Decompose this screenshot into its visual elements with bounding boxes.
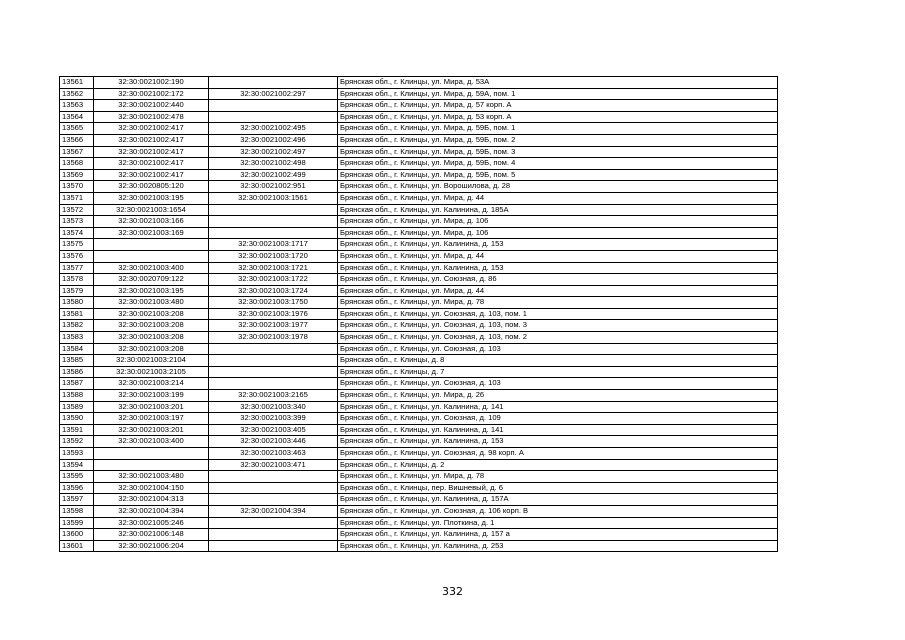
address-cell: Брянская обл., г. Клинцы, ул. Мира, д. 106 xyxy=(338,227,778,239)
related-cadastral-number-cell: 32:30:0021003:463 xyxy=(209,448,338,460)
related-cadastral-number-cell xyxy=(209,529,338,541)
table-row xyxy=(60,459,778,471)
table-row xyxy=(60,482,778,494)
address-cell: Брянская обл., г. Клинцы, ул. Калинина, д. 141 xyxy=(338,424,778,436)
row-number-cell: 13581 xyxy=(60,308,94,320)
table-row xyxy=(60,274,778,286)
related-cadastral-number-cell xyxy=(209,378,338,390)
table-row xyxy=(60,204,778,216)
cadastral-number-cell: 32:30:0021003:201 xyxy=(94,401,209,413)
cadastral-number-cell: 32:30:0021002:417 xyxy=(94,134,209,146)
related-cadastral-number-cell xyxy=(209,517,338,529)
related-cadastral-number-cell: 32:30:0021003:1720 xyxy=(209,250,338,262)
row-number-cell: 13566 xyxy=(60,134,94,146)
cadastral-number-cell: 32:30:0021005:246 xyxy=(94,517,209,529)
row-number-cell: 13580 xyxy=(60,297,94,309)
row-number-cell: 13567 xyxy=(60,146,94,158)
row-number-cell: 13584 xyxy=(60,343,94,355)
table-row xyxy=(60,239,778,251)
address-cell: Брянская обл., г. Клинцы, ул. Калинина, д. 157А xyxy=(338,494,778,506)
cadastral-number-cell: 32:30:0021003:208 xyxy=(94,343,209,355)
row-number-cell: 13590 xyxy=(60,413,94,425)
related-cadastral-number-cell: 32:30:0021003:1978 xyxy=(209,332,338,344)
address-cell: Брянская обл., г. Клинцы, д. 2 xyxy=(338,459,778,471)
table-row xyxy=(60,111,778,123)
row-number-cell: 13594 xyxy=(60,459,94,471)
table-row xyxy=(60,297,778,309)
related-cadastral-number-cell xyxy=(209,494,338,506)
cadastral-number-cell: 32:30:0020709:122 xyxy=(94,274,209,286)
cadastral-number-cell: 32:30:0021002:172 xyxy=(94,88,209,100)
row-number-cell: 13595 xyxy=(60,471,94,483)
table-row xyxy=(60,529,778,541)
table-row xyxy=(60,448,778,460)
cadastral-number-cell: 32:30:0021003:214 xyxy=(94,378,209,390)
row-number-cell: 13599 xyxy=(60,517,94,529)
table-row xyxy=(60,424,778,436)
table-row xyxy=(60,227,778,239)
cadastral-number-cell xyxy=(94,459,209,471)
row-number-cell: 13576 xyxy=(60,250,94,262)
related-cadastral-number-cell: 32:30:0021002:297 xyxy=(209,88,338,100)
cadastral-number-cell: 32:30:0021003:195 xyxy=(94,192,209,204)
address-cell: Брянская обл., г. Клинцы, ул. Калинина, д. 157 а xyxy=(338,529,778,541)
table-row xyxy=(60,343,778,355)
address-cell: Брянская обл., г. Клинцы, ул. Мира, д. 53А xyxy=(338,77,778,89)
row-number-cell: 13587 xyxy=(60,378,94,390)
table-row xyxy=(60,413,778,425)
address-cell: Брянская обл., г. Клинцы, ул. Мира, д. 59Б, пом. 5 xyxy=(338,169,778,181)
row-number-cell: 13591 xyxy=(60,424,94,436)
table-row xyxy=(60,401,778,413)
table-row xyxy=(60,134,778,146)
table-row xyxy=(60,540,778,552)
cadastral-number-cell: 32:30:0021004:150 xyxy=(94,482,209,494)
cadastral-number-cell: 32:30:0021003:166 xyxy=(94,216,209,228)
row-number-cell: 13570 xyxy=(60,181,94,193)
row-number-cell: 13569 xyxy=(60,169,94,181)
related-cadastral-number-cell: 32:30:0021002:497 xyxy=(209,146,338,158)
row-number-cell: 13582 xyxy=(60,320,94,332)
row-number-cell: 13575 xyxy=(60,239,94,251)
cadastral-number-cell: 32:30:0021003:199 xyxy=(94,390,209,402)
address-cell: Брянская обл., г. Клинцы, пер. Вишневый, д. 6 xyxy=(338,482,778,494)
address-cell: Брянская обл., г. Клинцы, ул. Союзная, д. 98 корп. А xyxy=(338,448,778,460)
related-cadastral-number-cell: 32:30:0021002:495 xyxy=(209,123,338,135)
table-row xyxy=(60,169,778,181)
registry-table-body xyxy=(60,77,778,552)
table-row xyxy=(60,505,778,517)
address-cell: Брянская обл., г. Клинцы, ул. Калинина, д. 153 xyxy=(338,262,778,274)
related-cadastral-number-cell: 32:30:0021003:1724 xyxy=(209,285,338,297)
row-number-cell: 13573 xyxy=(60,216,94,228)
cadastral-number-cell: 32:30:0021003:208 xyxy=(94,332,209,344)
row-number-cell: 13578 xyxy=(60,274,94,286)
table-row xyxy=(60,308,778,320)
address-cell: Брянская обл., г. Клинцы, ул. Калинина, д. 185А xyxy=(338,204,778,216)
address-cell: Брянская обл., г. Клинцы, ул. Мира, д. 44 xyxy=(338,250,778,262)
related-cadastral-number-cell xyxy=(209,343,338,355)
row-number-cell: 13592 xyxy=(60,436,94,448)
row-number-cell: 13571 xyxy=(60,192,94,204)
related-cadastral-number-cell: 32:30:0021003:1977 xyxy=(209,320,338,332)
row-number-cell: 13589 xyxy=(60,401,94,413)
address-cell: Брянская обл., г. Клинцы, ул. Союзная, д. 103, пом. 3 xyxy=(338,320,778,332)
table-row xyxy=(60,100,778,112)
address-cell: Брянская обл., г. Клинцы, ул. Союзная, д. 103, пом. 1 xyxy=(338,308,778,320)
cadastral-number-cell: 32:30:0021003:208 xyxy=(94,308,209,320)
row-number-cell: 13598 xyxy=(60,505,94,517)
cadastral-number-cell: 32:30:0021003:480 xyxy=(94,297,209,309)
row-number-cell: 13561 xyxy=(60,77,94,89)
address-cell: Брянская обл., г. Клинцы, ул. Калинина, д. 141 xyxy=(338,401,778,413)
address-cell: Брянская обл., г. Клинцы, ул. Союзная, д. 103 xyxy=(338,378,778,390)
related-cadastral-number-cell: 32:30:0021002:951 xyxy=(209,181,338,193)
table-row xyxy=(60,146,778,158)
row-number-cell: 13586 xyxy=(60,366,94,378)
address-cell: Брянская обл., г. Клинцы, ул. Мира, д. 53 корп. А xyxy=(338,111,778,123)
cadastral-number-cell: 32:30:0021002:190 xyxy=(94,77,209,89)
table-row xyxy=(60,181,778,193)
related-cadastral-number-cell: 32:30:0021003:1721 xyxy=(209,262,338,274)
row-number-cell: 13596 xyxy=(60,482,94,494)
related-cadastral-number-cell xyxy=(209,227,338,239)
address-cell: Брянская обл., г. Клинцы, ул. Мира, д. 59А, пом. 1 xyxy=(338,88,778,100)
table-row xyxy=(60,158,778,170)
cadastral-number-cell: 32:30:0021003:197 xyxy=(94,413,209,425)
address-cell: Брянская обл., г. Клинцы, ул. Союзная, д. 86 xyxy=(338,274,778,286)
cadastral-number-cell: 32:30:0021006:204 xyxy=(94,540,209,552)
table-row xyxy=(60,192,778,204)
row-number-cell: 13563 xyxy=(60,100,94,112)
cadastral-number-cell: 32:30:0021003:480 xyxy=(94,471,209,483)
row-number-cell: 13579 xyxy=(60,285,94,297)
row-number-cell: 13577 xyxy=(60,262,94,274)
address-cell: Брянская обл., г. Клинцы, д. 8 xyxy=(338,355,778,367)
table-row xyxy=(60,77,778,89)
row-number-cell: 13564 xyxy=(60,111,94,123)
related-cadastral-number-cell: 32:30:0021003:1561 xyxy=(209,192,338,204)
address-cell: Брянская обл., г. Клинцы, ул. Мира, д. 59Б, пом. 4 xyxy=(338,158,778,170)
related-cadastral-number-cell: 32:30:0021002:498 xyxy=(209,158,338,170)
address-cell: Брянская обл., г. Клинцы, ул. Союзная, д. 106 корп. В xyxy=(338,505,778,517)
related-cadastral-number-cell: 32:30:0021003:2165 xyxy=(209,390,338,402)
related-cadastral-number-cell: 32:30:0021003:446 xyxy=(209,436,338,448)
cadastral-number-cell: 32:30:0021002:417 xyxy=(94,169,209,181)
table-row xyxy=(60,262,778,274)
table-row xyxy=(60,355,778,367)
address-cell: Брянская обл., г. Клинцы, ул. Ворошилова, д. 28 xyxy=(338,181,778,193)
related-cadastral-number-cell xyxy=(209,482,338,494)
related-cadastral-number-cell xyxy=(209,100,338,112)
registry-table xyxy=(59,76,778,552)
cadastral-number-cell: 32:30:0021002:417 xyxy=(94,123,209,135)
cadastral-number-cell: 32:30:0021003:201 xyxy=(94,424,209,436)
address-cell: Брянская обл., г. Клинцы, ул. Калинина, д. 153 xyxy=(338,239,778,251)
table-row xyxy=(60,436,778,448)
row-number-cell: 13593 xyxy=(60,448,94,460)
related-cadastral-number-cell: 32:30:0021003:1750 xyxy=(209,297,338,309)
address-cell: Брянская обл., г. Клинцы, ул. Союзная, д. 103 xyxy=(338,343,778,355)
related-cadastral-number-cell: 32:30:0021003:471 xyxy=(209,459,338,471)
related-cadastral-number-cell xyxy=(209,77,338,89)
address-cell: Брянская обл., г. Клинцы, ул. Союзная, д. 103, пом. 2 xyxy=(338,332,778,344)
related-cadastral-number-cell: 32:30:0021003:399 xyxy=(209,413,338,425)
row-number-cell: 13585 xyxy=(60,355,94,367)
address-cell: Брянская обл., г. Клинцы, ул. Мира, д. 26 xyxy=(338,390,778,402)
related-cadastral-number-cell xyxy=(209,471,338,483)
row-number-cell: 13588 xyxy=(60,390,94,402)
cadastral-number-cell: 32:30:0021003:2104 xyxy=(94,355,209,367)
address-cell: Брянская обл., г. Клинцы, д. 7 xyxy=(338,366,778,378)
cadastral-number-cell: 32:30:0021003:195 xyxy=(94,285,209,297)
table-row xyxy=(60,494,778,506)
table-row xyxy=(60,250,778,262)
cadastral-number-cell: 32:30:0021003:2105 xyxy=(94,366,209,378)
row-number-cell: 13600 xyxy=(60,529,94,541)
table-row xyxy=(60,332,778,344)
address-cell: Брянская обл., г. Клинцы, ул. Мира, д. 59Б, пом. 2 xyxy=(338,134,778,146)
table-row xyxy=(60,88,778,100)
cadastral-number-cell xyxy=(94,239,209,251)
related-cadastral-number-cell: 32:30:0021003:1722 xyxy=(209,274,338,286)
address-cell: Брянская обл., г. Клинцы, ул. Калинина, д. 153 xyxy=(338,436,778,448)
row-number-cell: 13562 xyxy=(60,88,94,100)
cadastral-number-cell: 32:30:0021004:394 xyxy=(94,505,209,517)
related-cadastral-number-cell: 32:30:0021004:394 xyxy=(209,505,338,517)
cadastral-number-cell: 32:30:0021004:313 xyxy=(94,494,209,506)
address-cell: Брянская обл., г. Клинцы, ул. Калинина, д. 253 xyxy=(338,540,778,552)
address-cell: Брянская обл., г. Клинцы, ул. Мира, д. 78 xyxy=(338,297,778,309)
cadastral-number-cell xyxy=(94,250,209,262)
cadastral-number-cell: 32:30:0021003:208 xyxy=(94,320,209,332)
table-row xyxy=(60,366,778,378)
row-number-cell: 13583 xyxy=(60,332,94,344)
related-cadastral-number-cell xyxy=(209,540,338,552)
related-cadastral-number-cell xyxy=(209,204,338,216)
cadastral-number-cell: 32:30:0021002:417 xyxy=(94,146,209,158)
cadastral-number-cell: 32:30:0021002:440 xyxy=(94,100,209,112)
address-cell: Брянская обл., г. Клинцы, ул. Плоткина, д. 1 xyxy=(338,517,778,529)
address-cell: Брянская обл., г. Клинцы, ул. Мира, д. 59Б, пом. 3 xyxy=(338,146,778,158)
address-cell: Брянская обл., г. Клинцы, ул. Союзная, д. 109 xyxy=(338,413,778,425)
row-number-cell: 13601 xyxy=(60,540,94,552)
address-cell: Брянская обл., г. Клинцы, ул. Мира, д. 57 корп. А xyxy=(338,100,778,112)
row-number-cell: 13565 xyxy=(60,123,94,135)
cadastral-number-cell: 32:30:0021003:400 xyxy=(94,262,209,274)
row-number-cell: 13568 xyxy=(60,158,94,170)
table-row xyxy=(60,216,778,228)
cadastral-number-cell: 32:30:0020805:120 xyxy=(94,181,209,193)
cadastral-number-cell xyxy=(94,448,209,460)
related-cadastral-number-cell: 32:30:0021003:340 xyxy=(209,401,338,413)
address-cell: Брянская обл., г. Клинцы, ул. Мира, д. 44 xyxy=(338,192,778,204)
related-cadastral-number-cell: 32:30:0021003:1717 xyxy=(209,239,338,251)
cadastral-number-cell: 32:30:0021003:400 xyxy=(94,436,209,448)
related-cadastral-number-cell: 32:30:0021002:499 xyxy=(209,169,338,181)
table-row xyxy=(60,390,778,402)
table-row xyxy=(60,517,778,529)
address-cell: Брянская обл., г. Клинцы, ул. Мира, д. 78 xyxy=(338,471,778,483)
address-cell: Брянская обл., г. Клинцы, ул. Мира, д. 106 xyxy=(338,216,778,228)
address-cell: Брянская обл., г. Клинцы, ул. Мира, д. 59Б, пом. 1 xyxy=(338,123,778,135)
row-number-cell: 13572 xyxy=(60,204,94,216)
related-cadastral-number-cell xyxy=(209,216,338,228)
table-row xyxy=(60,123,778,135)
related-cadastral-number-cell: 32:30:0021003:1976 xyxy=(209,308,338,320)
address-cell: Брянская обл., г. Клинцы, ул. Мира, д. 44 xyxy=(338,285,778,297)
row-number-cell: 13597 xyxy=(60,494,94,506)
cadastral-number-cell: 32:30:0021006:148 xyxy=(94,529,209,541)
related-cadastral-number-cell xyxy=(209,366,338,378)
cadastral-number-cell: 32:30:0021003:169 xyxy=(94,227,209,239)
cadastral-number-cell: 32:30:0021002:417 xyxy=(94,158,209,170)
page-number: 332 xyxy=(442,585,463,598)
row-number-cell: 13574 xyxy=(60,227,94,239)
cadastral-number-cell: 32:30:0021003:1654 xyxy=(94,204,209,216)
related-cadastral-number-cell xyxy=(209,355,338,367)
cadastral-number-cell: 32:30:0021002:478 xyxy=(94,111,209,123)
related-cadastral-number-cell: 32:30:0021003:405 xyxy=(209,424,338,436)
table-row xyxy=(60,320,778,332)
related-cadastral-number-cell: 32:30:0021002:496 xyxy=(209,134,338,146)
table-row xyxy=(60,285,778,297)
table-row xyxy=(60,378,778,390)
related-cadastral-number-cell xyxy=(209,111,338,123)
table-row xyxy=(60,471,778,483)
